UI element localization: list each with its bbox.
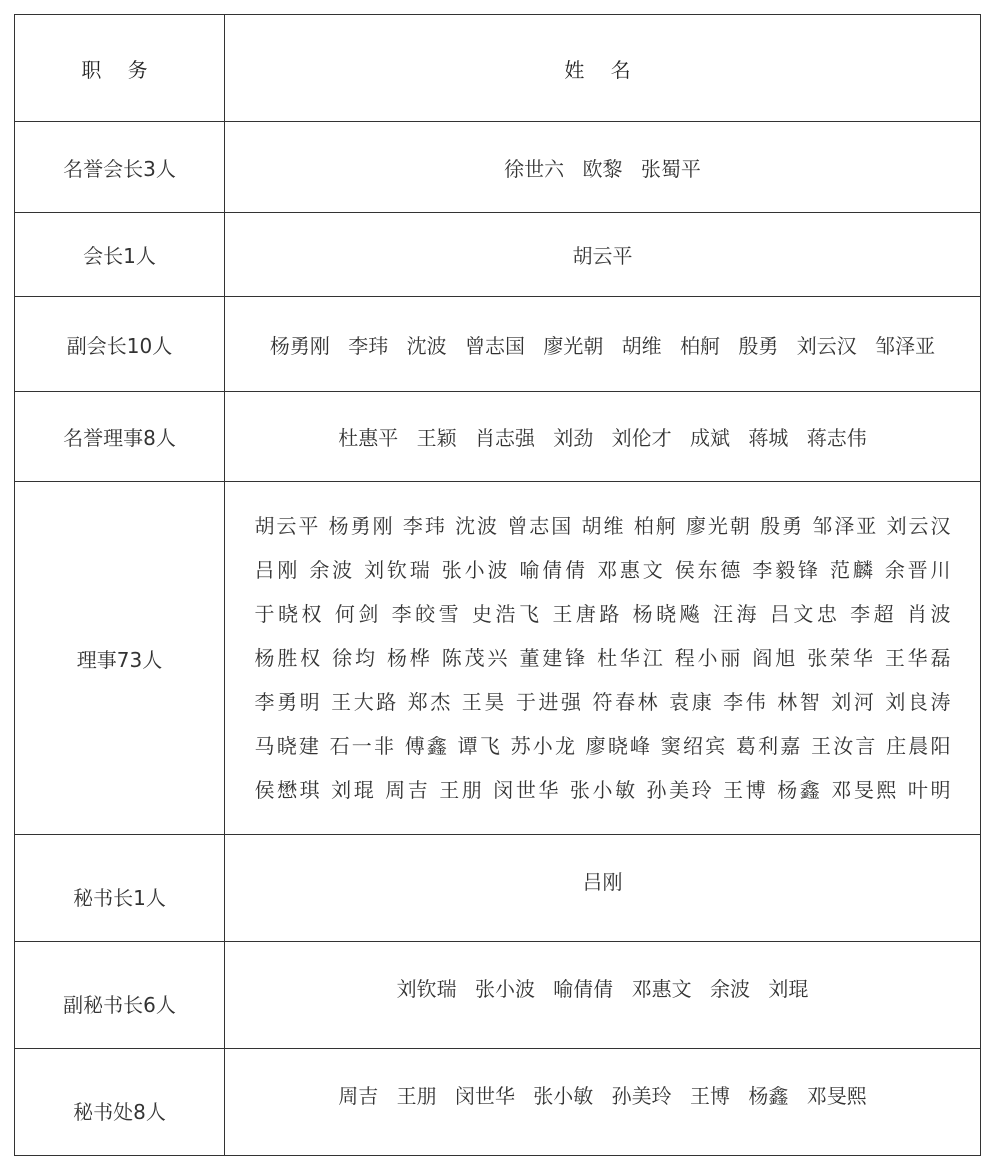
table-row — [15, 392, 981, 482]
table-row — [15, 1049, 981, 1156]
table-row — [15, 835, 981, 942]
names-cell — [225, 392, 981, 482]
role-secretariat: 秘书处8人 — [15, 1049, 225, 1156]
names-cell — [225, 297, 981, 392]
role-honorary-directors: 名誉理事8人 — [15, 392, 225, 482]
names-cell — [225, 835, 981, 942]
names-cell — [225, 122, 981, 213]
names-cell — [225, 482, 981, 835]
role-secretary-general: 秘书长1人 — [15, 835, 225, 942]
role-deputy-secretaries: 副秘书长6人 — [15, 942, 225, 1049]
names-honorary-directors: 杜惠平 王颖 肖志强 刘劲 刘伦才 成斌 蒋城 蒋志伟 — [338, 426, 867, 450]
table-row — [15, 122, 981, 213]
directors-names-line-1: 胡云平 杨勇刚 李玮 沈波 曾志国 胡维 柏舸 廖光朝 殷勇 邹泽亚 刘云汉 — [254, 514, 951, 538]
names-president: 胡云平 — [572, 244, 633, 268]
names-cell — [225, 213, 981, 297]
table-row — [15, 213, 981, 297]
table-row — [15, 297, 981, 392]
header-row — [15, 15, 981, 122]
directors-names-line-2: 吕刚 余波 刘钦瑞 张小波 喻倩倩 邓惠文 侯东德 李毅锋 范麟 余晋川 — [254, 558, 951, 582]
role-vice-president: 副会长10人 — [15, 297, 225, 392]
directors-names-block — [255, 504, 951, 812]
names-deputy-secretaries: 刘钦瑞 张小波 喻倩倩 邓惠文 余波 刘琨 — [396, 976, 809, 1001]
name-column-header: 姓 名 — [225, 15, 981, 122]
role-president: 会长1人 — [15, 213, 225, 297]
directors-names-line-3: 于晓权 何剑 李皎雪 史浩飞 王唐路 杨晓飚 汪海 吕文忠 李超 肖波 — [254, 602, 951, 626]
role-column-header: 职 务 — [15, 15, 225, 122]
names-cell — [225, 1049, 981, 1156]
names-honorary-president: 徐世六 欧黎 张蜀平 — [504, 156, 701, 181]
directors-names-line-5: 李勇明 王大路 郑杰 王昊 于进强 符春林 袁康 李伟 林智 刘河 刘良涛 — [254, 690, 951, 714]
directors-names-line-7: 侯懋琪 刘琨 周吉 王朋 闵世华 张小敏 孙美玲 王博 杨鑫 邓旻熙 叶明 — [254, 778, 951, 802]
directors-names-line-6: 马晓建 石一非 傅鑫 谭飞 苏小龙 廖晓峰 窦绍宾 葛利嘉 王汝言 庄晨阳 — [254, 734, 951, 758]
names-secretary-general: 吕刚 — [582, 869, 623, 894]
membership-roster-table — [14, 14, 981, 1156]
names-secretariat: 周吉 王朋 闵世华 张小敏 孙美玲 王博 杨鑫 邓旻熙 — [338, 1083, 867, 1108]
role-honorary-president: 名誉会长3人 — [15, 122, 225, 213]
table-row — [15, 942, 981, 1049]
names-vice-president: 杨勇刚 李玮 沈波 曾志国 廖光朝 胡维 柏舸 殷勇 刘云汉 邹泽亚 — [269, 333, 936, 358]
names-cell — [225, 942, 981, 1049]
table-row — [15, 482, 981, 835]
role-directors: 理事73人 — [15, 482, 225, 835]
directors-names-line-4: 杨胜权 徐均 杨桦 陈茂兴 董建锋 杜华江 程小丽 阎旭 张荣华 王华磊 — [254, 646, 951, 670]
